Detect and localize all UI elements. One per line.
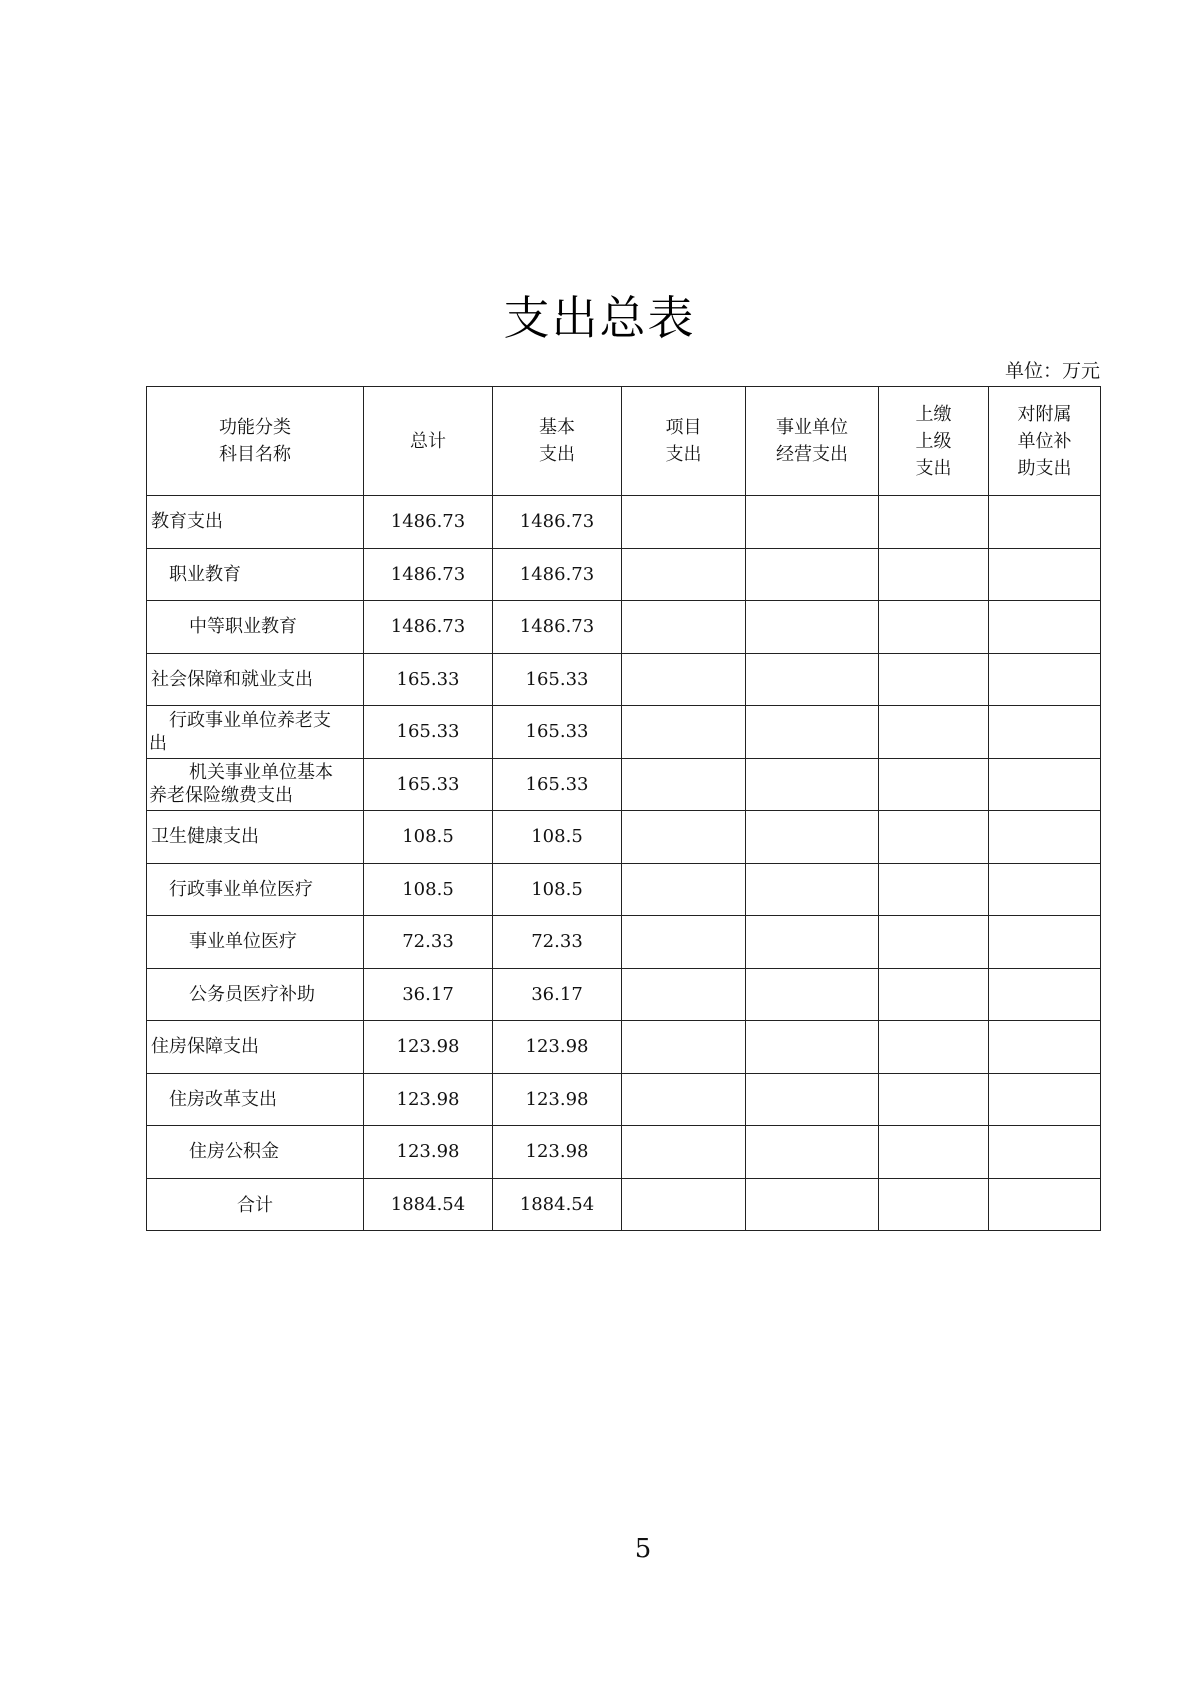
column-header-0 — [147, 387, 364, 496]
project-total-cell — [622, 1178, 746, 1231]
column-header-line: 支出 — [915, 457, 952, 479]
table-row — [147, 601, 1101, 654]
subsidy-value-cell — [989, 548, 1101, 601]
table-row — [147, 916, 1101, 969]
remit-value-cell — [879, 758, 989, 811]
project-value-cell — [622, 1073, 746, 1126]
remit-value-cell — [879, 496, 989, 549]
project-value-cell — [622, 496, 746, 549]
column-header-line: 项目 — [665, 417, 702, 438]
category-name-cell — [147, 653, 364, 706]
category-name-cell — [147, 548, 364, 601]
table-header-row — [147, 387, 1101, 496]
operation-value-cell — [746, 1021, 879, 1074]
total-value-cell: 123.98 — [364, 1021, 493, 1074]
table-row — [147, 863, 1101, 916]
project-value-cell — [622, 916, 746, 969]
basic-value-cell: 165.33 — [493, 706, 622, 759]
project-value-cell — [622, 968, 746, 1021]
remit-total-cell — [879, 1178, 989, 1231]
category-name-cell — [147, 601, 364, 654]
remit-value-cell — [879, 916, 989, 969]
total-value-cell: 123.98 — [364, 1073, 493, 1126]
basic-value-cell: 123.98 — [493, 1021, 622, 1074]
basic-value-cell: 72.33 — [493, 916, 622, 969]
total-value-cell: 123.98 — [364, 1126, 493, 1179]
table-row — [147, 653, 1101, 706]
category-name-cell — [147, 706, 364, 759]
table-row — [147, 706, 1101, 759]
column-header-line: 上级 — [915, 430, 952, 452]
column-header-line: 单位补 — [1017, 430, 1072, 452]
page-number: 5 — [634, 1534, 652, 1564]
subsidy-value-cell — [989, 811, 1101, 864]
operation-value-cell — [746, 496, 879, 549]
table-row — [147, 758, 1101, 811]
column-header-2 — [493, 387, 622, 496]
category-name-line: 行政事业单位医疗 — [169, 878, 313, 900]
operation-value-cell — [746, 653, 879, 706]
table-row — [147, 1021, 1101, 1074]
total-value-cell: 108.5 — [364, 863, 493, 916]
page-title: 支出总表 — [503, 291, 696, 345]
basic-value-cell: 165.33 — [493, 758, 622, 811]
remit-value-cell — [879, 548, 989, 601]
category-name-cell — [147, 758, 364, 811]
category-name-line: 中等职业教育 — [189, 616, 297, 638]
subsidy-total-cell — [989, 1178, 1101, 1231]
project-value-cell — [622, 706, 746, 759]
operation-value-cell — [746, 811, 879, 864]
remit-value-cell — [879, 968, 989, 1021]
remit-value-cell — [879, 653, 989, 706]
column-header-line: 助支出 — [1017, 457, 1072, 479]
operation-value-cell — [746, 968, 879, 1021]
table-row — [147, 1126, 1101, 1179]
subsidy-value-cell — [989, 1021, 1101, 1074]
subsidy-value-cell — [989, 916, 1101, 969]
basic-value-cell: 1486.73 — [493, 496, 622, 549]
operation-value-cell — [746, 1126, 879, 1179]
category-name-line: 事业单位医疗 — [189, 931, 297, 953]
category-name-line: 养老保险缴费支出 — [149, 785, 293, 807]
category-name-line: 出 — [149, 732, 167, 754]
project-value-cell — [622, 1126, 746, 1179]
table-row — [147, 1073, 1101, 1126]
operation-value-cell — [746, 863, 879, 916]
project-value-cell — [622, 653, 746, 706]
column-header-line: 总计 — [410, 430, 446, 452]
category-name-line: 教育支出 — [151, 511, 223, 533]
category-name-line: 行政事业单位养老支 — [169, 709, 331, 731]
column-header-line: 支出 — [665, 444, 702, 465]
remit-value-cell — [879, 601, 989, 654]
remit-value-cell — [879, 1126, 989, 1179]
total-total-cell: 1884.54 — [364, 1178, 493, 1231]
category-name-line: 住房保障支出 — [151, 1036, 259, 1058]
category-name-cell — [147, 1126, 364, 1179]
category-name-cell — [147, 1021, 364, 1074]
basic-total-cell: 1884.54 — [493, 1178, 622, 1231]
project-value-cell — [622, 863, 746, 916]
total-value-cell: 165.33 — [364, 706, 493, 759]
total-value-cell: 1486.73 — [364, 601, 493, 654]
table-row — [147, 811, 1101, 864]
table-row — [147, 548, 1101, 601]
total-value-cell: 72.33 — [364, 916, 493, 969]
subsidy-value-cell — [989, 1126, 1101, 1179]
subsidy-value-cell — [989, 653, 1101, 706]
column-header-3 — [622, 387, 746, 496]
subsidy-value-cell — [989, 1073, 1101, 1126]
operation-total-cell — [746, 1178, 879, 1231]
category-name-line: 职业教育 — [169, 563, 241, 585]
category-name-cell — [147, 496, 364, 549]
column-header-1 — [364, 387, 493, 496]
column-header-line: 基本 — [539, 417, 575, 438]
column-header-line: 对附属 — [1017, 403, 1072, 425]
column-header-line: 支出 — [539, 444, 575, 465]
table-row — [147, 968, 1101, 1021]
total-value-cell: 108.5 — [364, 811, 493, 864]
category-name-line: 住房改革支出 — [169, 1088, 277, 1110]
total-value-cell: 36.17 — [364, 968, 493, 1021]
subsidy-value-cell — [989, 706, 1101, 759]
remit-value-cell — [879, 811, 989, 864]
subsidy-value-cell — [989, 758, 1101, 811]
expenditure-table — [146, 386, 1101, 1231]
category-name-cell — [147, 968, 364, 1021]
subsidy-value-cell — [989, 968, 1101, 1021]
project-value-cell — [622, 1021, 746, 1074]
remit-value-cell — [879, 863, 989, 916]
subsidy-value-cell — [989, 601, 1101, 654]
total-value-cell: 165.33 — [364, 653, 493, 706]
basic-value-cell: 1486.73 — [493, 601, 622, 654]
category-name-line: 公务员医疗补助 — [189, 983, 315, 1005]
column-header-line: 功能分类 — [219, 417, 291, 438]
basic-value-cell: 165.33 — [493, 653, 622, 706]
remit-value-cell — [879, 706, 989, 759]
remit-value-cell — [879, 1021, 989, 1074]
operation-value-cell — [746, 706, 879, 759]
column-header-line: 上缴 — [915, 403, 952, 425]
basic-value-cell: 1486.73 — [493, 548, 622, 601]
basic-value-cell: 36.17 — [493, 968, 622, 1021]
operation-value-cell — [746, 916, 879, 969]
operation-value-cell — [746, 601, 879, 654]
project-value-cell — [622, 601, 746, 654]
total-value-cell: 1486.73 — [364, 496, 493, 549]
basic-value-cell: 108.5 — [493, 863, 622, 916]
operation-value-cell — [746, 758, 879, 811]
category-name-line: 机关事业单位基本 — [189, 762, 333, 784]
category-name-cell — [147, 863, 364, 916]
category-name-cell — [147, 916, 364, 969]
category-name-line: 卫生健康支出 — [151, 826, 259, 848]
column-header-5 — [879, 387, 989, 496]
subsidy-value-cell — [989, 496, 1101, 549]
total-value-cell: 165.33 — [364, 758, 493, 811]
total-row — [147, 1178, 1101, 1231]
column-header-6 — [989, 387, 1101, 496]
category-name-line: 住房公积金 — [189, 1141, 279, 1163]
category-name-line: 社会保障和就业支出 — [151, 668, 313, 690]
column-header-4 — [746, 387, 879, 496]
operation-value-cell — [746, 1073, 879, 1126]
column-header-line: 科目名称 — [219, 444, 291, 465]
total-value-cell: 1486.73 — [364, 548, 493, 601]
basic-value-cell: 108.5 — [493, 811, 622, 864]
total-label-cell: 合计 — [147, 1178, 364, 1231]
table-row — [147, 496, 1101, 549]
operation-value-cell — [746, 548, 879, 601]
project-value-cell — [622, 811, 746, 864]
table-body — [147, 496, 1101, 1231]
unit-label: 单位：万元 — [1004, 360, 1100, 382]
project-value-cell — [622, 758, 746, 811]
column-header-line: 经营支出 — [776, 444, 848, 465]
category-name-cell — [147, 811, 364, 864]
project-value-cell — [622, 548, 746, 601]
column-header-line: 事业单位 — [776, 417, 848, 438]
category-name-cell — [147, 1073, 364, 1126]
basic-value-cell: 123.98 — [493, 1073, 622, 1126]
remit-value-cell — [879, 1073, 989, 1126]
basic-value-cell: 123.98 — [493, 1126, 622, 1179]
subsidy-value-cell — [989, 863, 1101, 916]
